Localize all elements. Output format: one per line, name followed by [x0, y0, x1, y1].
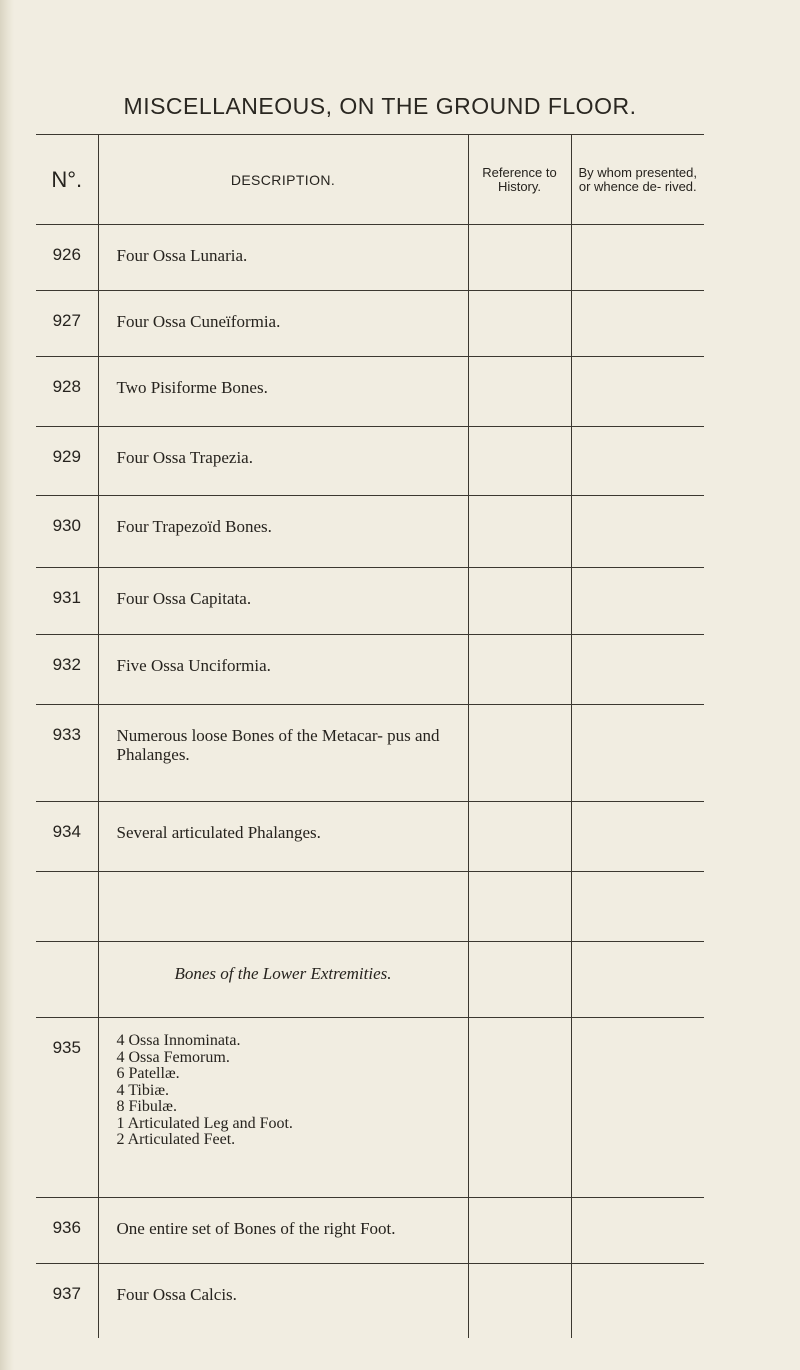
list-item: 4 Tibiæ.: [116, 1081, 169, 1099]
reference-cell: [468, 357, 571, 427]
presented-cell: [571, 802, 704, 872]
table-row: [36, 568, 704, 635]
reference-cell: [468, 496, 571, 568]
table-row: [36, 1264, 704, 1338]
reference-cell: [468, 635, 571, 705]
entry-number: 931: [36, 568, 98, 635]
blank-cell: [571, 872, 704, 942]
reference-cell: [468, 705, 571, 802]
blank-row: [36, 872, 704, 942]
presented-cell: [571, 568, 704, 635]
presented-cell: [571, 942, 704, 1018]
list-item: 8 Fibulæ.: [116, 1098, 177, 1115]
table-row: [36, 225, 704, 291]
entry-description: Five Ossa Unciformia.: [98, 635, 468, 705]
presented-cell: [571, 1018, 704, 1198]
reference-cell: [468, 427, 571, 496]
entry-number: 932: [36, 635, 98, 705]
entry-number: 934: [36, 802, 98, 872]
table-row: [36, 705, 704, 802]
entry-number: 936: [36, 1198, 98, 1264]
entry-number: 935: [36, 1018, 98, 1198]
blank-cell: [468, 872, 571, 942]
entry-description: Four Ossa Capitata.: [98, 568, 468, 635]
entry-number: 937: [52, 1284, 81, 1303]
entry-number: 930: [36, 496, 98, 568]
entry-description: Four Ossa Calcis.: [98, 1264, 468, 1338]
entry-number: 929: [36, 427, 98, 496]
entry-description: Four Ossa Trapezia.: [98, 427, 468, 496]
entry-description: Numerous loose Bones of the Metacar- pus and Phalanges.: [98, 705, 468, 802]
reference-cell: [468, 1018, 571, 1198]
section-row: [36, 942, 704, 1018]
presented-cell: [571, 357, 704, 427]
table-row: [36, 802, 704, 872]
table-row: [36, 496, 704, 568]
header-row: [36, 135, 704, 225]
section-heading: Bones of the Lower Extremities.: [98, 942, 468, 1018]
list-item: 6 Patellæ.: [116, 1065, 180, 1082]
table-row: [36, 427, 704, 496]
reference-cell: [468, 225, 571, 291]
presented-cell: [571, 705, 704, 802]
presented-cell: [571, 427, 704, 496]
blank-cell: [98, 872, 468, 942]
list-item: 1 Articulated Leg and Foot.: [116, 1114, 293, 1132]
presented-cell: [571, 496, 704, 568]
presented-cell: [571, 291, 704, 357]
page-edge: [0, 0, 14, 1370]
entry-description: Four Ossa Lunaria.: [98, 225, 468, 291]
table-row: [36, 1198, 704, 1264]
header-number: N°.: [36, 135, 98, 225]
presented-cell: [571, 225, 704, 291]
reference-cell: [468, 1198, 571, 1264]
table-row: [36, 357, 704, 427]
blank-cell: [36, 942, 98, 1018]
presented-cell: [571, 635, 704, 705]
table-row: [36, 291, 704, 357]
entry-number: 933: [36, 705, 98, 802]
entry-description: Four Ossa Cuneïformia.: [98, 291, 468, 357]
table-row: [36, 635, 704, 705]
entry-number: 926: [36, 225, 98, 291]
list-item: 4 Ossa Femorum.: [116, 1048, 230, 1066]
reference-cell: [468, 802, 571, 872]
blank-cell: [36, 872, 98, 942]
header-reference: Reference to History.: [468, 135, 571, 225]
page-title: MISCELLANEOUS, ON THE GROUND FLOOR.: [123, 93, 637, 119]
entry-description: One entire set of Bones of the right Foot.: [98, 1198, 468, 1264]
reference-cell: [468, 942, 571, 1018]
presented-cell: [571, 1198, 704, 1264]
header-description: DESCRIPTION.: [98, 135, 468, 225]
entry-description: Several articulated Phalanges.: [98, 802, 468, 872]
list-item: 2 Articulated Feet.: [116, 1131, 236, 1148]
table-row: [36, 1018, 704, 1198]
reference-cell: [468, 568, 571, 635]
entry-description-list: [98, 1018, 468, 1198]
header-presented: By whom presented, or whence de- rived.: [571, 135, 704, 225]
entry-number: 928: [36, 357, 98, 427]
entry-number: 927: [36, 291, 98, 357]
reference-cell: [468, 1264, 571, 1338]
presented-cell: [571, 1264, 704, 1338]
entry-description: Two Pisiforme Bones.: [98, 357, 468, 427]
entry-description: Four Trapezoïd Bones.: [98, 496, 468, 568]
catalogue-table: [36, 134, 704, 1338]
reference-cell: [468, 291, 571, 357]
list-item: 4 Ossa Innominata.: [116, 1032, 241, 1049]
